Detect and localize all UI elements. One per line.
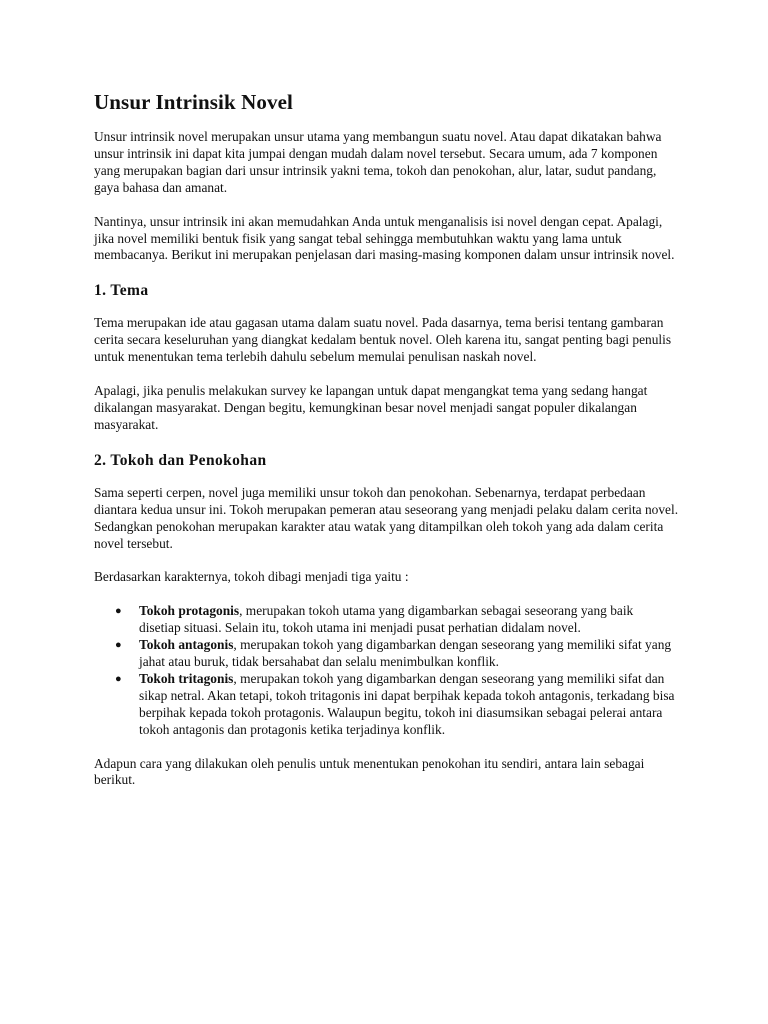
list-item-term: Tokoh antagonis — [139, 637, 234, 653]
list-item-text: , merupakan tokoh yang digambarkan dengan seseorang yang memiliki sifat dan sikap netral. Akan tetapi, tokoh tritagonis ini dapat berpihak kepada tokoh antagonis, terkadang bisa berpihak kepada tokoh protagonis. Walaupun begitu, tokoh ini diasumsikan sebagai pelerai antara tokoh antagonis dan protagonis ketika terjadinya konflik. — [139, 670, 675, 737]
list-item-text: , merupakan tokoh yang digambarkan dengan seseorang yang memiliki sifat yang jahat atau buruk, tidak bersahabat dan selalu menimbulkan konflik. — [139, 637, 672, 670]
section-heading-tema: 1. Tema — [94, 282, 149, 300]
intro-paragraph-2: Nantinya, unsur intrinsik ini akan memudahkan Anda untuk menganalisis isi novel dengan cepat. Apalagi, jika novel memiliki bentuk fisik yang sangat tebal sehingga membutuhkan waktu yang lama untuk membacanya. Berikut ini merupakan penjelasan dari masing-masing komponen dalam unsur intrinsik novel. — [94, 213, 675, 263]
tema-paragraph-1: Tema merupakan ide atau gagasan utama dalam suatu novel. Pada dasarnya, tema berisi tentang gambaran cerita secara keseluruhan yang diangkat kedalam bentuk novel. Oleh karena itu, sangat penting bagi penulis untuk menentukan tema terlebih dahulu sebelum memulai penulisan naskah novel. — [94, 315, 672, 365]
tokoh-paragraph-1: Sama seperti cerpen, novel juga memiliki unsur tokoh dan penokohan. Sebenarnya, terdapat perbedaan diantara kedua unsur ini. Tokoh merupakan pemeran atau seseorang yang menjadi pelaku dalam cerita novel. Sedangkan penokohan merupakan karakter atau watak yang ditampilkan oleh tokoh yang ada dalam cerita novel tersebut. — [94, 484, 679, 551]
bullet-icon: ● — [115, 605, 122, 618]
section-heading-tokoh: 2. Tokoh dan Penokohan — [94, 451, 267, 469]
bullet-icon: ● — [115, 672, 122, 685]
list-item-term: Tokoh tritagonis — [139, 670, 234, 686]
tokoh-type-list — [94, 603, 684, 738]
list-item — [115, 637, 684, 671]
tokoh-paragraph-2: Berdasarkan karakternya, tokoh dibagi menjadi tiga yaitu : — [94, 569, 409, 585]
list-item-text: , merupakan tokoh utama yang digambarkan sebagai seseorang yang baik disetiap situasi. Selain itu, tokoh utama ini menjadi pusat perhatian didalam novel. — [139, 603, 634, 636]
bullet-icon: ● — [115, 639, 122, 652]
document-page — [94, 88, 684, 806]
intro-paragraph-1: Unsur intrinsik novel merupakan unsur utama yang membangun suatu novel. Atau dapat dikatakan bahwa unsur intrinsik ini dapat kita jumpai dengan mudah dalam novel tersebut. Secara umum, ada 7 komponen yang merupakan bagian dari unsur intrinsik yakni tema, tokoh dan penokohan, alur, latar, sudut pandang, gaya bahasa dan amanat. — [94, 129, 662, 195]
list-item-term: Tokoh protagonis — [139, 603, 240, 619]
list-item — [115, 670, 684, 739]
list-item — [115, 603, 684, 637]
document-title: Unsur Intrinsik Novel — [94, 90, 293, 114]
tokoh-closing-paragraph: Adapun cara yang dilakukan oleh penulis untuk menentukan penokohan itu sendiri, antara lain sebagai berikut. — [94, 755, 645, 788]
tema-paragraph-2: Apalagi, jika penulis melakukan survey ke lapangan untuk dapat mengangkat tema yang sedang hangat dikalangan masyarakat. Dengan begitu, kemungkinan besar novel menjadi sangat populer dikalangan masyarakat. — [94, 383, 648, 432]
